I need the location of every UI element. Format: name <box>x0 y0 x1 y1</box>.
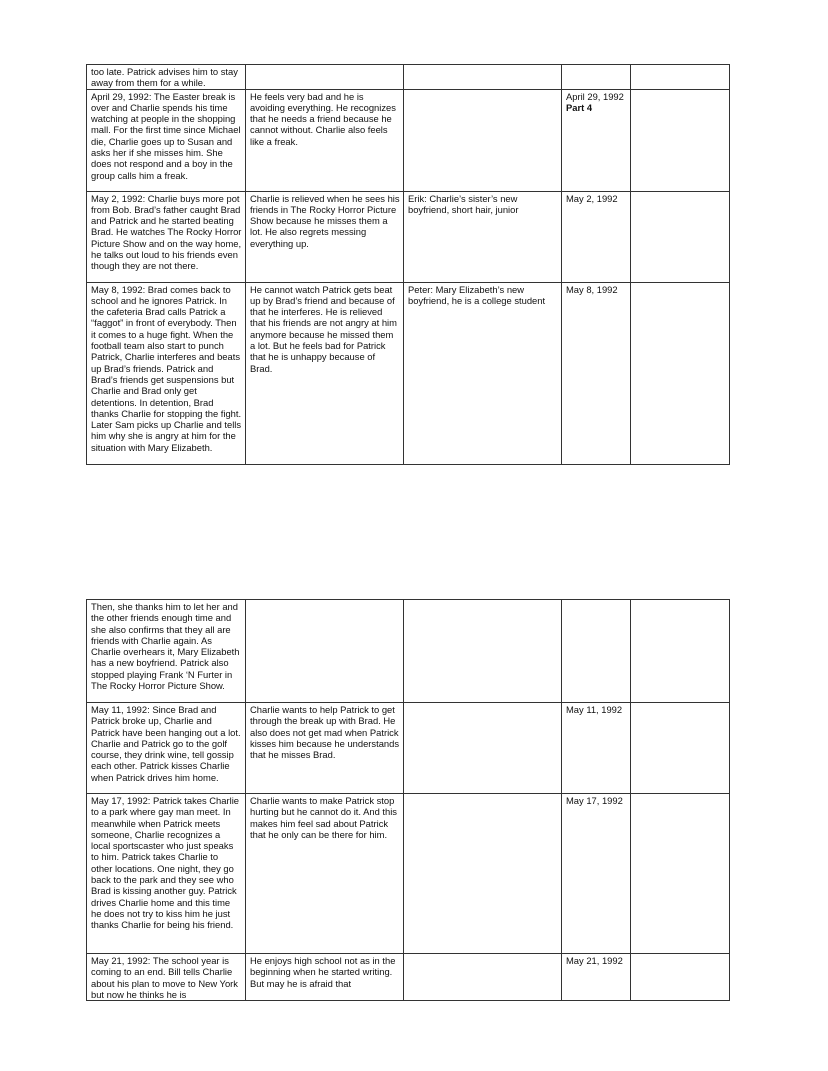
notes-cell <box>631 65 730 90</box>
date-cell <box>562 703 631 794</box>
table-row <box>87 191 730 282</box>
feeling-cell <box>246 65 404 90</box>
event-cell: May 21, 1992: The school year is coming to an end. Bill tells Charlie about his plan to move to New York but now he thinks he is <box>87 954 246 1001</box>
characters-cell: Peter: Mary Elizabeth’s new boyfriend, he is a college student <box>404 282 562 464</box>
table-row <box>87 65 730 90</box>
characters-cell <box>404 703 562 794</box>
notes-cell <box>631 89 730 191</box>
table-row <box>87 89 730 191</box>
feeling-cell: He cannot watch Patrick gets beat up by Brad’s friend and because of that he interferes. He is relieved that his friends are not angry at him anymore because he missed them a lot. But he feels bad for Patrick that he is unhappy because of Brad. <box>246 282 404 464</box>
date-text: May 11, 1992 <box>566 704 623 715</box>
notes-cell <box>631 282 730 464</box>
feeling-cell: He enjoys high school not as in the beginning when he started writing. But may he is afraid that <box>246 954 404 1001</box>
table-row <box>87 703 730 794</box>
date-cell <box>562 191 631 282</box>
part-label: Part 4 <box>566 101 593 113</box>
characters-cell <box>404 794 562 954</box>
table-row <box>87 954 730 1001</box>
event-cell: Then, she thanks him to let her and the other friends enough time and she also confirms that they all are friends with Charlie again. As Charlie overhears it, Mary Elizabeth has a new boyfriend. Patrick also stopped playing Frank ‘N Furter in The Rocky Horror Picture Show. <box>87 600 246 703</box>
event-cell: May 8, 1992: Brad comes back to school and he ignores Patrick. In the cafeteria Brad calls Patrick a “faggot” in front of everybody. Then it comes to a huge fight. When the football team also start to punch Patrick, Charlie interferes and beats up Brad’s friends. Patrick and Brad’s friends get suspensions but Charlie and Brad only get detentions. In detention, Brad thanks Charlie for stopping the fight. Later Sam picks up Charlie and tells him why she is angry at him for the situation with Mary Elizabeth. <box>87 282 246 464</box>
notes-cell <box>631 600 730 703</box>
event-cell: May 2, 1992: Charlie buys more pot from Bob. Brad’s father caught Brad and Patrick and he started beating Brad. He watches The Rocky Horror Picture Show and on the way home, he talks out loud to his friends even though they are not there. <box>87 191 246 282</box>
characters-cell: Erik: Charlie’s sister’s new boyfriend, short hair, junior <box>404 191 562 282</box>
feeling-cell: Charlie wants to make Patrick stop hurting but he cannot do it. And this makes him feel sad about Patrick that he only can be there for him. <box>246 794 404 954</box>
event-cell: April 29, 1992: The Easter break is over and Charlie spends his time watching at people in the shopping mall. For the first time since Michael die, Charlie goes up to Susan and asks her if she misses him. She does not respond and a boy in the group calls him a freak. <box>87 89 246 191</box>
date-cell <box>562 89 631 191</box>
date-text: May 2, 1992 <box>566 192 618 204</box>
event-cell: too late. Patrick advises him to stay away from them for a while. <box>87 65 246 90</box>
feeling-cell <box>246 600 404 703</box>
table-row <box>87 600 730 703</box>
notes-cell <box>631 954 730 1001</box>
characters-cell <box>404 89 562 191</box>
notes-cell <box>631 191 730 282</box>
table-row <box>87 794 730 954</box>
table-row <box>87 282 730 464</box>
characters-cell <box>404 954 562 1001</box>
feeling-cell: Charlie wants to help Patrick to get through the break up with Brad. He also does not get mad when Patrick kisses him because he understands that he misses Brad. <box>246 703 404 794</box>
date-text: May 21, 1992 <box>566 955 623 966</box>
date-cell <box>562 794 631 954</box>
date-cell <box>562 282 631 464</box>
date-cell <box>562 65 631 90</box>
date-text: April 29, 1992 <box>566 90 624 102</box>
date-cell <box>562 600 631 703</box>
event-cell: May 11, 1992: Since Brad and Patrick broke up, Charlie and Patrick have been hanging out a lot. Charlie and Patrick go to the golf course, they drink wine, tell gossip each other. Patrick kisses Charlie when Patrick drives him home. <box>87 703 246 794</box>
feeling-cell: He feels very bad and he is avoiding everything. He recognizes that he needs a friend because he cannot without. Charlie also feels like a freak. <box>246 89 404 191</box>
notes-cell <box>631 703 730 794</box>
feeling-cell: Charlie is relieved when he sees his friends in The Rocky Horror Picture Show because he misses them a lot. He also regrets messing everything up. <box>246 191 404 282</box>
characters-cell <box>404 600 562 703</box>
event-cell: May 17, 1992: Patrick takes Charlie to a park where gay man meet. In meanwhile when Patrick meets someone, Charlie recognizes a local sportscaster who just speaks to him. Patrick takes Charlie to other locations. One night, they go back to the park and they see who Brad is kissing another guy. Patrick drives Charlie home and this time he does not try to kiss him he just thanks Charlie for being his friend. <box>87 794 246 954</box>
notes-cell <box>631 794 730 954</box>
date-text: May 8, 1992 <box>566 283 618 295</box>
timeline-table-bottom <box>86 599 730 1001</box>
date-text: May 17, 1992 <box>566 795 623 806</box>
date-cell <box>562 954 631 1001</box>
characters-cell <box>404 65 562 90</box>
timeline-table-top <box>86 64 730 465</box>
